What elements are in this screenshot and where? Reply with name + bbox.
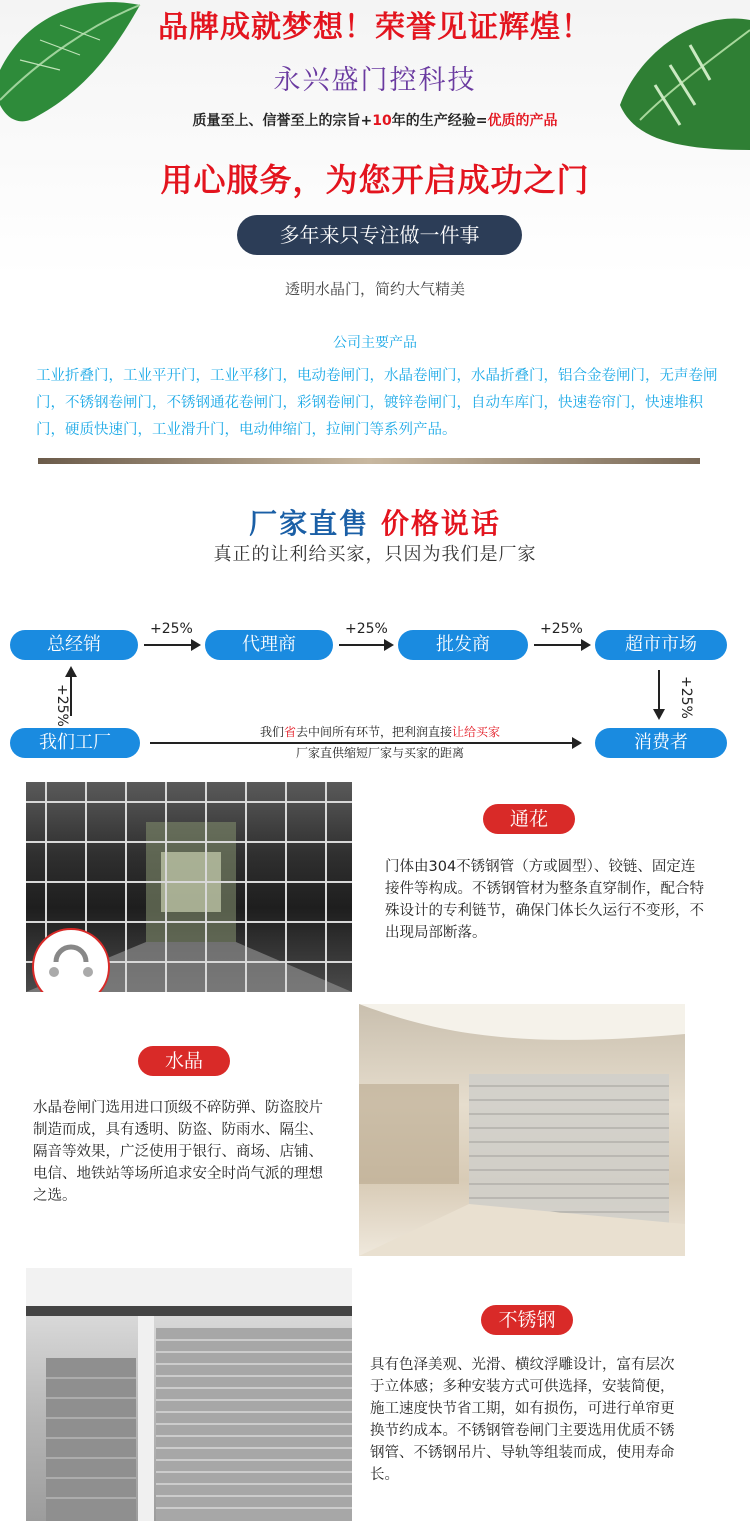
node-factory: 我们工厂 [10, 728, 140, 758]
node-consumer: 消费者 [595, 728, 727, 758]
markup-label: +25% [345, 621, 388, 637]
desc-crystal: 水晶卷闸门选用进口顶级不碎防弹、防盗胶片制造而成，具有透明、防盗、防雨水、隔尘、隔音等效果，广泛使用于银行、商场、店铺、电信、地铁站等场所追求安全时尚气派的理想之选。 [33, 1100, 323, 1204]
node-distributor: 总经销 [10, 630, 138, 660]
tag-steel: 不锈钢 [481, 1305, 573, 1335]
slogan-top: 品牌成就梦想！荣誉见证辉煌！ [158, 10, 592, 45]
flow-line-give: 让给买家 [452, 725, 501, 739]
markup-label: +25% [150, 621, 193, 637]
markup-label-vertical: +25% [54, 684, 70, 727]
arrow-right-icon [534, 644, 589, 646]
header-banner [0, 0, 750, 462]
crystal-door-pattern-icon [359, 1004, 685, 1256]
product-photo-steel [26, 1268, 352, 1521]
crystal-door-caption: 透明水晶门，简约大气精美 [284, 280, 465, 298]
direct-sale-subtitle: 真正的让利给买家，只因为我们是厂家 [213, 544, 537, 565]
products-list: 工业折叠门，工业平开门，工业平移门，电动卷闸门，水晶卷闸门，水晶折叠门，铝合金卷闸门，无声卷闸门，不锈钢卷闸门，不锈钢通花卷闸门，彩钢卷闸门，镀锌卷闸门，自动车库门，快速卷帘门，快速堆积门，硬质快速门，工业滑升门，电动伸缩门，拉闸门等系列产品。 [36, 368, 718, 438]
direct-sale-title-a: 厂家直售 [249, 507, 370, 540]
tagline-part-a: 质量至上、信誉至上的宗旨+ [192, 113, 373, 129]
node-agent: 代理商 [205, 630, 333, 660]
node-supermarket: 超市市场 [595, 630, 727, 660]
main-products-title: 公司主要产品 [333, 335, 417, 351]
banner-photo-strip [38, 458, 700, 464]
flow-line-label [150, 723, 610, 740]
desc-grille: 门体由304不锈钢管（方或圆型）、铰链、固定连接件等构成。不锈钢管材为整条直穿制作，配合特殊设计的专利链节，确保门体长久运行不变形，不出现局部断落。 [385, 859, 704, 941]
product-photo-crystal [359, 1004, 685, 1256]
tag-grille: 通花 [483, 804, 575, 834]
node-wholesaler: 批发商 [398, 630, 528, 660]
tagline-part-c: 年的生产经验= [391, 113, 488, 129]
company-name: 永兴盛门控科技 [273, 65, 477, 96]
arrow-down-icon [652, 670, 666, 720]
direct-sale-title-b: 价格说话 [380, 507, 501, 540]
grille-pattern-icon [26, 782, 352, 992]
flow-line-c: 去中间所有环节，把利润直接 [296, 725, 453, 739]
arrow-right-icon [339, 644, 392, 646]
desc-steel: 具有色泽美观、光滑、横纹浮雕设计，富有层次于立体感；多种安装方式可供选择，安装简便，施工速度快节省工期，如有损伤，可进行单帘更换节约成本。不锈钢管卷闸门主要选用优质不锈钢管、不锈钢吊片、导轨等组装而成，使用寿命长。 [370, 1357, 675, 1483]
flow-line-sub: 厂家直供缩短厂家与买家的距离 [295, 746, 464, 760]
markup-label-vertical: +25% [678, 676, 694, 719]
flow-line-a: 我们 [259, 725, 284, 739]
markup-label: +25% [540, 621, 583, 637]
steel-shutter-pattern-icon [26, 1268, 352, 1521]
product-photo-grille [26, 782, 352, 992]
tagline-years: 10 [372, 113, 392, 129]
service-slogan: 用心服务，为您开启成功之门 [160, 161, 590, 199]
tag-crystal: 水晶 [138, 1046, 230, 1076]
tagline-quality: 优质的产品 [487, 113, 558, 129]
focus-pill: 多年来只专注做一件事 [237, 215, 522, 255]
tagline [0, 110, 750, 130]
direct-sale-title [0, 502, 750, 542]
flow-line-save: 省 [283, 725, 296, 739]
arrow-right-icon [144, 644, 199, 646]
